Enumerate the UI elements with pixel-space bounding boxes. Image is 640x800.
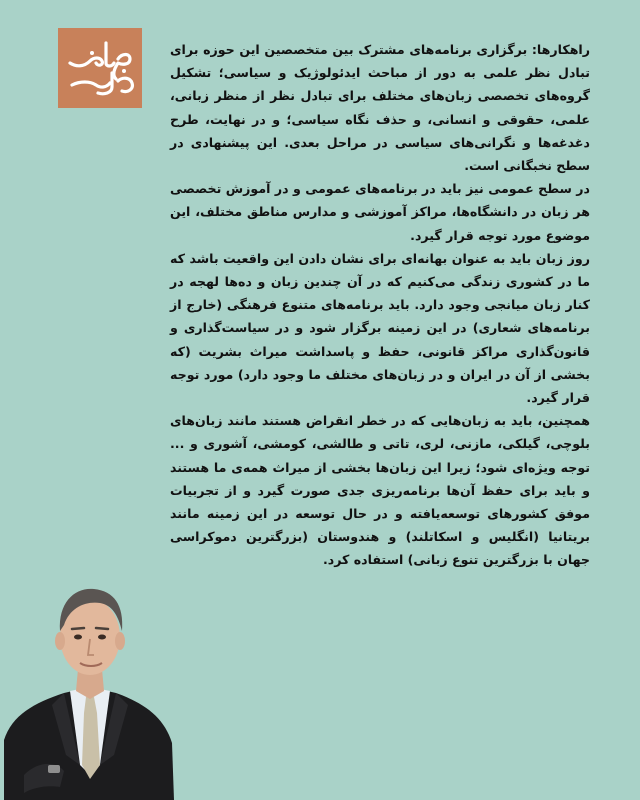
paragraph-solutions: راهکارها: برگزاری برنامه‌های مشترک بین متخصصین این حوزه برای تبادل نظر علمی به دور از مباحث ایدئولوژیک و سیاسی؛ تشکیل گروه‌های تخصصی زبان‌های مختلف برای تبادل نظر از منظر زبانی، علمی، حقوقی و انسانی، و حذف نگاه سیاسی؛ و در نهایت، طرح دغدغه‌ها و نگرانی‌های سیاسی در مراحل بعدی. این پیشنهادی در سطح نخبگانی است. xyxy=(170,42,590,174)
author-portrait-image xyxy=(4,565,174,800)
article-text xyxy=(170,38,590,572)
paragraph-endangered-languages: همچنین، باید به زبان‌هایی که در خطر انقراض هستند مانند زبان‌های بلوچی، گیلکی، مازنی، لری، تاتی و طالشی، کومشی، آشوری و ... توجه ویژه‌ای شود؛ زیرا این زبان‌ها بخشی از میراث همه‌ی ما هستند و باید برای حفظ آن‌ها برنامه‌ریزی جدی صورت گیرد و از تجربیات موفق کشورهای توسعه‌یافته و در حال توسعه در این زمینه مانند بریتانیا (انگلیس و اسکاتلند) و هندوستان (بزرگترین دموکراسی جهان با بزرگترین تنوع زبانی) استفاده کرد. xyxy=(170,413,590,568)
logo-calligraphy-icon xyxy=(62,33,138,103)
logo xyxy=(58,28,142,108)
paragraph-language-day: روز زبان باید به عنوان بهانه‌ای برای نشان دادن این واقعیت باشد که ما در کشوری زندگی می‌کنیم که در آن چندین زبان و ده‌ها لهجه در کنار زبان میانجی وجود دارد. باید برنامه‌های متنوع فرهنگی (خارج از برنامه‌های شعاری) در این زمینه برگزار شود و در سیاست‌گذاری و قانون‌گذاری مراکز قانونی، حفظ و پاسداشت میراث بشریت (که بخشی از آن در ایران و در زبان‌های مختلف ما وجود دارد) مورد توجه قرار گیرد. xyxy=(170,250,590,406)
paragraph-public-level: در سطح عمومی نیز باید در برنامه‌های عمومی و در آموزش تخصصی هر زبان در دانشگاه‌ها، مراکز آموزشی و مدارس مناطق مختلف، این موضوع مورد توجه قرار گیرد. xyxy=(170,181,590,243)
